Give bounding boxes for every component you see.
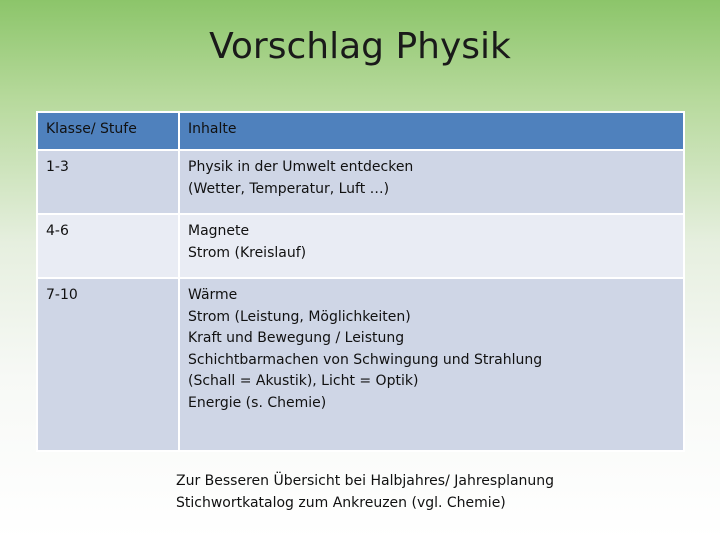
slide-title: Vorschlag Physik	[209, 26, 511, 67]
klasse-cell: 7-10	[37, 278, 179, 451]
klasse-cell: 1-3	[37, 150, 179, 214]
klasse-cell: 4-6	[37, 214, 179, 278]
curriculum-table	[36, 111, 685, 452]
inhalte-line: Strom (Leistung, Möglichkeiten)	[188, 308, 411, 325]
inhalte-line: Wärme	[188, 287, 238, 303]
footnote	[176, 470, 554, 514]
table-row	[37, 150, 684, 214]
table-row	[37, 278, 684, 451]
table-row	[37, 214, 684, 278]
inhalte-line: Strom (Kreislauf)	[188, 244, 307, 261]
inhalte-line: (Wetter, Temperatur, Luft …)	[188, 180, 390, 197]
footnote-line: Stichwortkatalog zum Ankreuzen (vgl. Chemie)	[176, 495, 506, 511]
inhalte-cell	[179, 278, 684, 451]
header-inhalte: Inhalte	[179, 112, 684, 150]
footnote-line: Zur Besseren Übersicht bei Halbjahres/ Jahresplanung	[176, 473, 555, 489]
header-klasse: Klasse/ Stufe	[37, 112, 179, 150]
inhalte-cell	[179, 150, 684, 214]
table-header-row	[37, 112, 684, 150]
inhalte-line: Kraft und Bewegung / Leistung	[188, 330, 405, 347]
inhalte-line: Energie (s. Chemie)	[188, 394, 327, 411]
inhalte-line: (Schall = Akustik), Licht = Optik)	[188, 373, 419, 390]
inhalte-line: Schichtbarmachen von Schwingung und Strahlung	[188, 351, 543, 368]
inhalte-line: Physik in der Umwelt entdecken	[188, 159, 414, 175]
inhalte-cell	[179, 214, 684, 278]
inhalte-line: Magnete	[188, 223, 250, 239]
